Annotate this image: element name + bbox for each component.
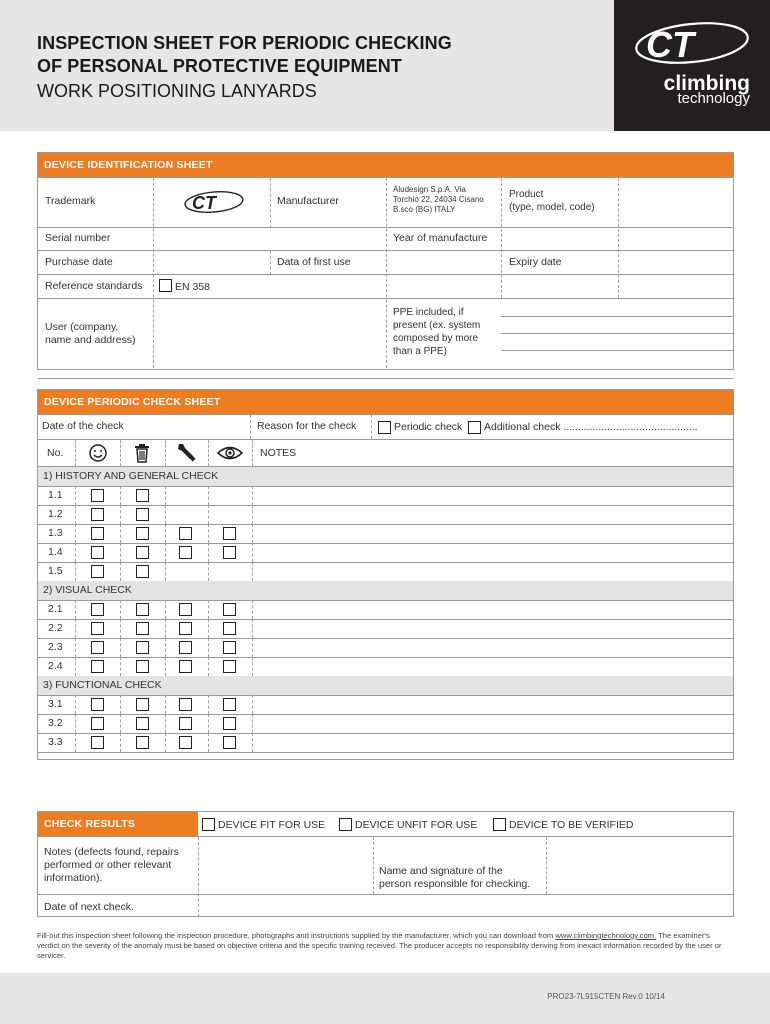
divider — [208, 505, 209, 524]
signature-label-line: person responsible for checking. — [379, 878, 531, 890]
check-item-number: 2.1 — [48, 603, 63, 615]
check-item-number: 1.2 — [48, 508, 63, 520]
divider — [75, 524, 76, 543]
divider — [120, 619, 121, 638]
divider — [208, 657, 209, 676]
inspect-checkbox[interactable] — [223, 717, 236, 730]
divider — [208, 733, 209, 752]
divider — [38, 486, 733, 487]
trademark-logo-icon — [183, 190, 245, 214]
check-item-number: 3.3 — [48, 736, 63, 748]
check-results-section — [37, 811, 734, 917]
manufacturer-value — [393, 185, 484, 215]
standard-value: EN 358 — [175, 281, 211, 293]
divider — [501, 350, 733, 351]
divider — [38, 524, 733, 525]
divider — [373, 837, 374, 894]
divider — [120, 657, 121, 676]
smiley-icon — [88, 443, 108, 463]
repair-checkbox[interactable] — [179, 641, 192, 654]
repair-checkbox[interactable] — [179, 546, 192, 559]
divider — [120, 562, 121, 581]
discard-checkbox[interactable] — [136, 717, 149, 730]
divider — [252, 714, 253, 733]
discard-checkbox[interactable] — [136, 736, 149, 749]
user-label-line: User (company, — [45, 321, 119, 333]
logo-mark: CT — [646, 24, 694, 65]
divider — [38, 600, 733, 601]
inspect-checkbox[interactable] — [223, 660, 236, 673]
manufacturer-line: B.sco (BG) ITALY — [393, 205, 456, 214]
fit-for-use-option: DEVICE FIT FOR USE — [218, 819, 326, 831]
divider — [38, 543, 733, 544]
divider — [165, 733, 166, 752]
divider — [120, 600, 121, 619]
ok-checkbox[interactable] — [91, 603, 104, 616]
check-item-number: 1.3 — [48, 527, 63, 539]
divider — [38, 619, 733, 620]
ok-checkbox[interactable] — [91, 698, 104, 711]
divider — [38, 733, 733, 734]
eye-icon — [217, 445, 243, 461]
divider — [75, 657, 76, 676]
next-check-label: Date of next check. — [44, 901, 134, 913]
check-group-header — [38, 676, 733, 695]
divider — [252, 638, 253, 657]
divider — [38, 439, 733, 440]
website-link[interactable]: www.climbingtechnology.com. — [555, 931, 657, 940]
ppe-label-line: PPE included, if — [393, 307, 464, 318]
discard-checkbox[interactable] — [136, 546, 149, 559]
serial-number-label: Serial number — [45, 232, 111, 244]
logo-word-technology: technology — [677, 90, 750, 107]
identification-heading: DEVICE IDENTIFICATION SHEET — [38, 153, 733, 177]
divider — [270, 178, 271, 228]
repair-checkbox[interactable] — [179, 527, 192, 540]
divider — [208, 543, 209, 562]
divider — [75, 440, 76, 466]
check-item-number: 2.4 — [48, 660, 63, 672]
ok-checkbox[interactable] — [91, 660, 104, 673]
inspect-checkbox[interactable] — [223, 622, 236, 635]
divider — [75, 638, 76, 657]
ok-checkbox[interactable] — [91, 508, 104, 521]
divider — [38, 414, 733, 415]
divider — [270, 251, 271, 275]
unfit-for-use-option: DEVICE UNFIT FOR USE — [355, 819, 478, 831]
year-of-manufacture-label: Year of manufacture — [393, 232, 488, 244]
divider — [165, 695, 166, 714]
divider — [165, 505, 166, 524]
check-group-title: 3) FUNCTIONAL CHECK — [43, 679, 162, 691]
ok-checkbox[interactable] — [91, 565, 104, 578]
divider — [153, 178, 154, 368]
title-line-2: OF PERSONAL PROTECTIVE EQUIPMENT — [37, 56, 402, 76]
trademark-logo-text: CT — [192, 193, 216, 213]
check-item-number: 2.3 — [48, 641, 63, 653]
periodic-check-checkbox[interactable] — [378, 421, 391, 434]
divider — [38, 274, 733, 275]
divider — [165, 619, 166, 638]
reason-label: Reason for the check — [257, 420, 357, 432]
manufacturer-line: Torchio 22, 24034 Cisano — [393, 195, 484, 204]
divider — [546, 837, 547, 894]
divider — [38, 505, 733, 506]
divider — [38, 227, 733, 228]
periodic-heading: DEVICE PERIODIC CHECK SHEET — [38, 390, 733, 414]
wrench-icon — [176, 442, 196, 462]
repair-checkbox[interactable] — [179, 717, 192, 730]
divider — [75, 505, 76, 524]
divider — [208, 562, 209, 581]
discard-checkbox[interactable] — [136, 622, 149, 635]
inspect-checkbox[interactable] — [223, 546, 236, 559]
discard-checkbox[interactable] — [136, 508, 149, 521]
repair-checkbox[interactable] — [179, 736, 192, 749]
inspect-checkbox[interactable] — [223, 527, 236, 540]
first-use-label: Data of first use — [277, 256, 351, 268]
check-item-number: 3.2 — [48, 717, 63, 729]
divider — [252, 543, 253, 562]
title-line-1: INSPECTION SHEET FOR PERIODIC CHECKING — [37, 33, 452, 53]
divider — [198, 837, 199, 917]
divider — [165, 562, 166, 581]
inspect-checkbox[interactable] — [223, 736, 236, 749]
divider — [38, 378, 733, 379]
user-label-line: name and address) — [45, 334, 136, 346]
divider — [165, 600, 166, 619]
divider — [120, 733, 121, 752]
signature-label — [379, 865, 530, 891]
divider — [252, 486, 253, 505]
brand-logo — [614, 0, 770, 131]
periodic-check-option: Periodic check — [394, 421, 463, 433]
divider — [38, 250, 733, 251]
ppe-included-label — [393, 306, 480, 358]
divider — [252, 619, 253, 638]
divider — [252, 733, 253, 752]
divider — [38, 657, 733, 658]
results-heading: CHECK RESULTS — [38, 812, 198, 836]
divider — [120, 695, 121, 714]
divider — [120, 440, 121, 466]
check-item-number: 2.2 — [48, 622, 63, 634]
additional-check-checkbox[interactable] — [468, 421, 481, 434]
divider — [252, 440, 253, 466]
check-group-header — [38, 581, 733, 600]
inspect-checkbox[interactable] — [223, 698, 236, 711]
divider — [38, 714, 733, 715]
divider — [75, 733, 76, 752]
divider — [165, 440, 166, 466]
divider — [252, 600, 253, 619]
manufacturer-line: Aludesign S.p.A. Via — [393, 185, 466, 194]
divider — [208, 440, 209, 466]
discard-checkbox[interactable] — [136, 603, 149, 616]
ok-checkbox[interactable] — [91, 546, 104, 559]
divider — [165, 638, 166, 657]
divider — [38, 562, 733, 563]
results-notes-line: performed or other relevant — [44, 859, 172, 871]
divider — [38, 752, 733, 753]
user-label — [45, 321, 135, 347]
ok-checkbox[interactable] — [91, 736, 104, 749]
results-notes-label — [44, 846, 179, 885]
number-column-header: No. — [47, 447, 64, 459]
fit-for-use-checkbox[interactable] — [202, 818, 215, 831]
ok-checkbox[interactable] — [91, 527, 104, 540]
discard-checkbox[interactable] — [136, 641, 149, 654]
ok-checkbox[interactable] — [91, 489, 104, 502]
page-subtitle: WORK POSITIONING LANYARDS — [37, 81, 317, 101]
repair-checkbox[interactable] — [179, 660, 192, 673]
divider — [252, 524, 253, 543]
divider — [165, 543, 166, 562]
divider — [75, 486, 76, 505]
divider — [501, 178, 502, 298]
instructions-note — [37, 931, 727, 961]
inspect-checkbox[interactable] — [223, 603, 236, 616]
divider — [252, 695, 253, 714]
repair-checkbox[interactable] — [179, 698, 192, 711]
reference-standards-label: Reference standards — [45, 280, 143, 292]
divider — [75, 562, 76, 581]
divider — [120, 505, 121, 524]
check-item-number: 1.5 — [48, 565, 63, 577]
divider — [38, 695, 733, 696]
divider — [208, 524, 209, 543]
divider — [75, 619, 76, 638]
ok-checkbox[interactable] — [91, 622, 104, 635]
unfit-for-use-checkbox[interactable] — [339, 818, 352, 831]
note-text: Fill-out this inspection sheet following the inspection procedure, photographs and instructions supplied by the manufacturer, which you can download from — [37, 931, 556, 940]
ppe-label-line: than a PPE) — [393, 346, 447, 357]
header-band — [0, 0, 770, 131]
ok-checkbox[interactable] — [91, 641, 104, 654]
ct-logo-icon — [630, 18, 750, 74]
identification-section — [37, 152, 734, 370]
divider — [208, 695, 209, 714]
check-item-number: 1.1 — [48, 489, 63, 501]
check-group-header — [38, 467, 733, 486]
divider — [165, 657, 166, 676]
ppe-label-line: present (ex. system — [393, 320, 481, 331]
check-item-number: 1.4 — [48, 546, 63, 558]
divider — [75, 695, 76, 714]
divider — [38, 298, 733, 299]
repair-checkbox[interactable] — [179, 603, 192, 616]
product-label-line: Product — [509, 189, 544, 200]
divider — [120, 543, 121, 562]
divider — [371, 415, 372, 439]
document-code: PRO23-7L915CTEN Rev.0 10/14 — [547, 992, 665, 1001]
divider — [252, 657, 253, 676]
notes-column-header: NOTES — [260, 447, 297, 459]
divider — [208, 714, 209, 733]
discard-checkbox[interactable] — [136, 660, 149, 673]
to-be-verified-option: DEVICE TO BE VERIFIED — [509, 819, 634, 831]
discard-checkbox[interactable] — [136, 527, 149, 540]
periodic-check-section — [37, 389, 734, 760]
divider — [208, 600, 209, 619]
divider — [38, 894, 733, 895]
divider — [208, 486, 209, 505]
divider — [386, 178, 387, 368]
check-item-number: 3.1 — [48, 698, 63, 710]
product-label — [509, 188, 595, 214]
divider — [75, 543, 76, 562]
product-label-line: (type, model, code) — [509, 202, 595, 213]
divider — [252, 505, 253, 524]
to-be-verified-checkbox[interactable] — [493, 818, 506, 831]
divider — [501, 333, 733, 334]
check-group-title: 1) HISTORY AND GENERAL CHECK — [43, 470, 219, 482]
page-title — [37, 32, 452, 78]
trash-icon — [133, 443, 151, 463]
purchase-date-label: Purchase date — [45, 256, 113, 268]
divider — [252, 562, 253, 581]
divider — [120, 714, 121, 733]
divider — [120, 638, 121, 657]
repair-checkbox[interactable] — [179, 622, 192, 635]
logo-word-climbing: climbing — [663, 72, 750, 95]
en358-checkbox[interactable] — [159, 279, 172, 292]
results-notes-line: Notes (defects found, repairs — [44, 846, 179, 858]
divider — [165, 714, 166, 733]
inspect-checkbox[interactable] — [223, 641, 236, 654]
trademark-label: Trademark — [45, 195, 96, 207]
divider — [618, 178, 619, 298]
note-text: The examiner's verdict on the severity of the anomaly must be based on objective criteria and the specific training received. The producer accepts no responsibility deriving from inexact information recorded by the user or servicer. — [37, 931, 722, 960]
divider — [75, 600, 76, 619]
divider — [208, 638, 209, 657]
divider — [165, 486, 166, 505]
divider — [38, 836, 733, 837]
discard-checkbox[interactable] — [136, 489, 149, 502]
additional-check-option: Additional check .............................................. — [484, 421, 698, 433]
ok-checkbox[interactable] — [91, 717, 104, 730]
ppe-label-line: composed by more — [393, 333, 479, 344]
manufacturer-label: Manufacturer — [277, 195, 339, 207]
divider — [165, 524, 166, 543]
discard-checkbox[interactable] — [136, 698, 149, 711]
divider — [501, 316, 733, 317]
divider — [250, 415, 251, 439]
divider — [38, 638, 733, 639]
divider — [75, 714, 76, 733]
check-group-title: 2) VISUAL CHECK — [43, 584, 132, 596]
signature-label-line: Name and signature of the — [379, 865, 503, 877]
expiry-date-label: Expiry date — [509, 256, 562, 268]
divider — [208, 619, 209, 638]
divider — [120, 524, 121, 543]
discard-checkbox[interactable] — [136, 565, 149, 578]
divider — [120, 486, 121, 505]
results-notes-line: information). — [44, 872, 103, 884]
date-of-check-label: Date of the check — [42, 420, 124, 432]
